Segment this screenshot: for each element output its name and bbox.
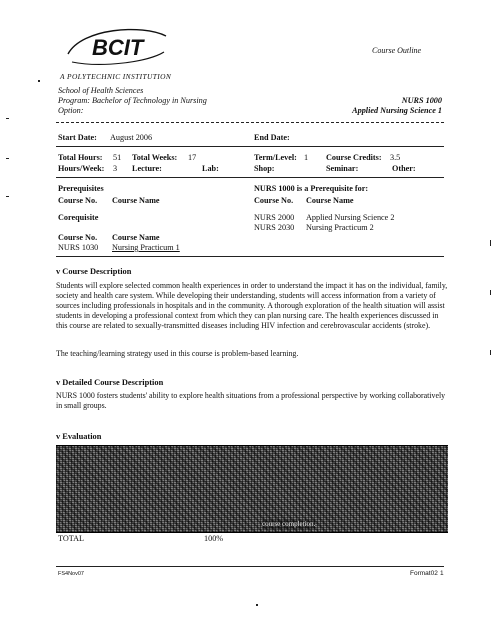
- total-hours-value: 51: [113, 153, 122, 162]
- bcit-logo: [62, 22, 170, 68]
- hours-week-value: 3: [113, 164, 118, 173]
- start-date-label: Start Date:: [58, 133, 97, 142]
- evaluation-heading: v Evaluation: [56, 432, 102, 441]
- shop-label: Shop:: [254, 164, 275, 173]
- detailed-description-heading: v Detailed Course Description: [56, 378, 164, 387]
- lecture-label: Lecture:: [132, 164, 162, 173]
- scan-speck: [490, 290, 491, 295]
- total-weeks-label: Total Weeks:: [132, 153, 178, 162]
- prereq-for-row-1-name: Applied Nursing Science 2: [306, 213, 395, 222]
- scan-speck: [6, 158, 9, 159]
- course-credits-label: Course Credits:: [326, 153, 382, 162]
- option-label: Option:: [58, 106, 84, 115]
- hours-week-label: Hours/Week:: [58, 164, 105, 173]
- course-credits-value: 3.5: [390, 153, 401, 162]
- evaluation-total-value: 100%: [204, 534, 224, 543]
- prereq-for-row-2-no: NURS 2030: [254, 223, 295, 232]
- course-outline-label: Course Outline: [372, 46, 422, 55]
- tagline: A POLYTECHNIC INSTITUTION: [60, 72, 172, 81]
- course-title: Applied Nursing Science 1: [352, 106, 442, 115]
- total-hours-label: Total Hours:: [58, 153, 103, 162]
- lab-label: Lab:: [202, 164, 219, 173]
- term-level-value: 1: [304, 153, 309, 162]
- info-divider: [56, 177, 444, 178]
- bcit-logo-graphic: [62, 22, 170, 68]
- scan-speck: [6, 196, 9, 197]
- corequisite-heading: Corequisite: [58, 213, 99, 222]
- course-description-text: Students will explore selected common health experiences in order to understand the impact it has on the individual, family, society and health care system. While developing their understanding, students will access information from a variety of sources including professionals in hospitals and in the community. A thorough exploration of the health situation will assist students in developing a professional context from which they can plan nursing care. The health experiences discussed in this course are related to sexually-transmitted diseases including HIV infection and cerebrovascular accidents (stroke).: [56, 281, 448, 331]
- scan-speck: [38, 80, 40, 82]
- start-date-value: August 2006: [110, 133, 153, 142]
- course-description-heading: v Course Description: [56, 267, 132, 276]
- evaluation-table-degraded-scan: [56, 446, 448, 532]
- footer-left: FS4Nov07: [58, 571, 84, 577]
- coreq-col-course-no: Course No.: [58, 233, 98, 242]
- coreq-row-1-name: Nursing Practicum 1: [112, 243, 180, 252]
- prereq-for-col-course-name: Course Name: [306, 196, 354, 205]
- end-date-label: End Date:: [254, 133, 290, 142]
- seminar-label: Seminar:: [326, 164, 359, 173]
- term-level-label: Term/Level:: [254, 153, 297, 162]
- header-divider: [56, 122, 444, 123]
- logo-text: BCIT: [92, 35, 144, 60]
- prereq-col-course-no: Course No.: [58, 196, 98, 205]
- prereq-for-col-course-no: Course No.: [254, 196, 294, 205]
- prereq-divider: [56, 256, 444, 257]
- evaluation-total-label: TOTAL: [58, 534, 85, 543]
- scan-speck: [256, 604, 258, 606]
- footer-form-id: Format02: [410, 570, 438, 577]
- scan-speck: [490, 240, 491, 246]
- teaching-strategy-text: The teaching/learning strategy used in this course is problem-based learning.: [56, 349, 299, 358]
- school-name: School of Health Sciences: [58, 86, 144, 95]
- footer-page-number: 1: [440, 570, 444, 577]
- prerequisites-heading: Prerequisites: [58, 184, 104, 193]
- footer-divider: [56, 566, 444, 567]
- prereq-col-course-name: Course Name: [112, 196, 160, 205]
- scan-speck: [490, 350, 491, 355]
- prereq-for-row-2-name: Nursing Practicum 2: [306, 223, 374, 232]
- evaluation-comment-fragment: course completion.: [262, 520, 316, 528]
- evaluation-table-bottom-border: [56, 532, 448, 533]
- coreq-col-course-name: Course Name: [112, 233, 160, 242]
- scan-speck: [6, 118, 9, 119]
- course-code: NURS 1000: [401, 96, 442, 105]
- prereq-for-row-1-no: NURS 2000: [254, 213, 295, 222]
- coreq-row-1-no: NURS 1030: [58, 243, 99, 252]
- prereq-for-heading: NURS 1000 is a Prerequisite for:: [254, 184, 369, 193]
- total-weeks-value: 17: [188, 153, 197, 162]
- program-name: Program: Bachelor of Technology in Nursing: [58, 96, 207, 105]
- dates-divider: [56, 146, 444, 147]
- other-label: Other:: [392, 164, 416, 173]
- detailed-description-text: NURS 1000 fosters students' ability to explore health situations from a professional perspective by working collaboratively in small groups.: [56, 391, 446, 411]
